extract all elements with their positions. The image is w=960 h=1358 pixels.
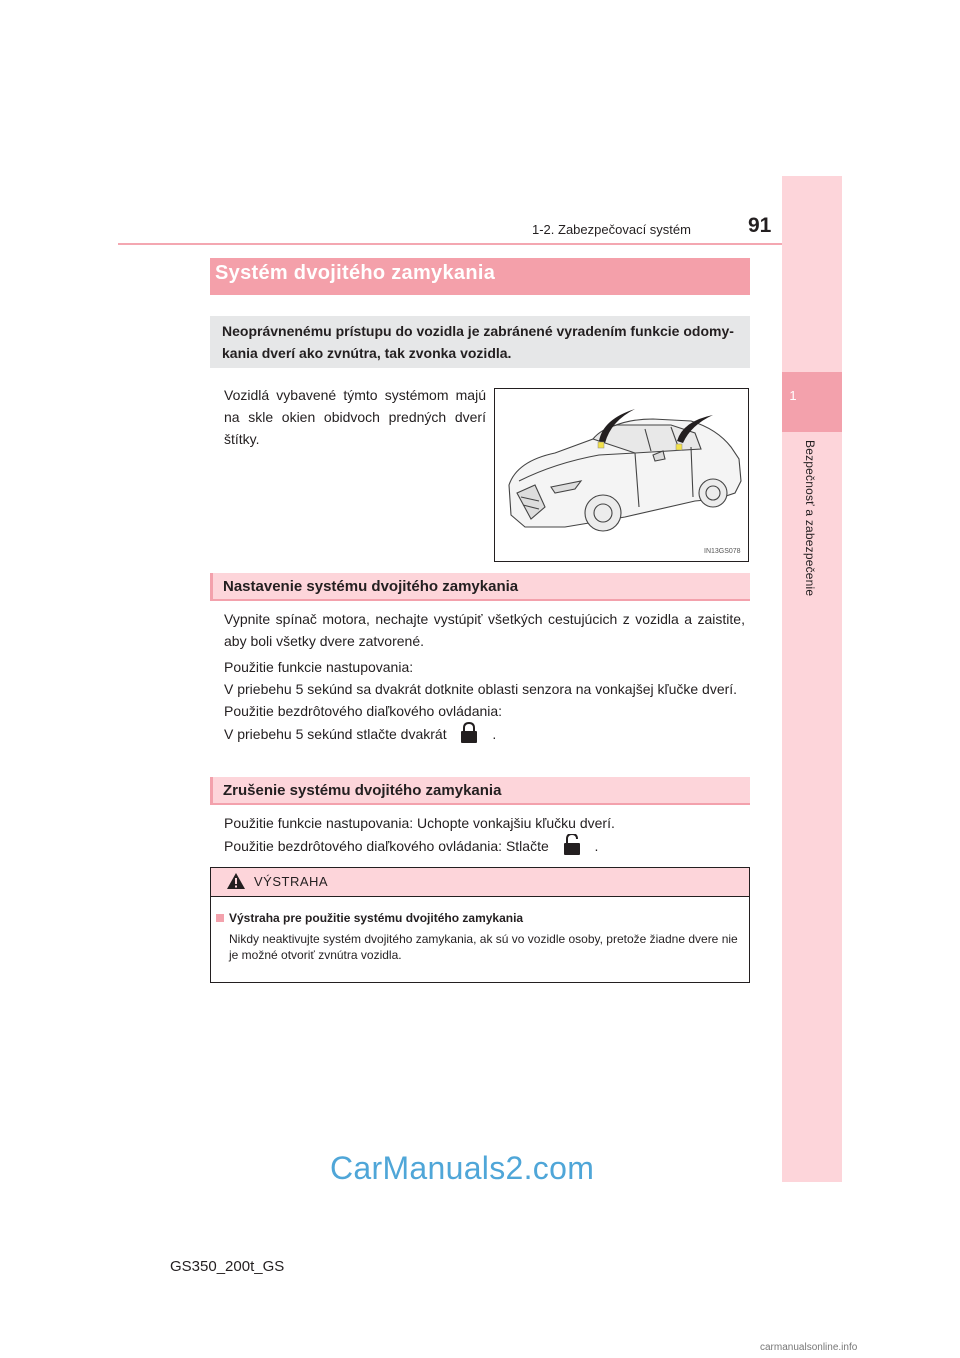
chapter-title: 1-2. Zabezpečovací systém	[532, 222, 691, 237]
unlock-icon	[553, 834, 591, 856]
cancel-steps	[224, 812, 745, 857]
subheading-set: Nastavenie systému dvojitého zamykania	[223, 578, 519, 595]
cancel-step-remote: Použitie bezdrôtového diaľkového ovládania: Stlačte .	[224, 834, 745, 857]
cancel-step-entry: Použitie funkcie nastupovania: Uchopte vonkajšiu kľučku dverí.	[224, 815, 615, 831]
page-title: Systém dvojitého zamykania	[215, 262, 496, 284]
set-step-remote-body: V priebehu 5 sekúnd stlačte dvakrát .	[224, 722, 745, 745]
watermark-carmanuals2: CarManuals2.com	[330, 1150, 595, 1186]
side-tab-strip	[782, 176, 842, 1182]
warning-label: VÝSTRAHA	[254, 874, 329, 889]
model-code: GS350_200t_GS	[170, 1258, 285, 1275]
bullet-square-icon	[216, 914, 224, 922]
watermark-carmanualsonline: carmanualsonline.info	[760, 1342, 858, 1353]
lock-icon	[450, 722, 488, 744]
set-instruction: Vypnite spínač motora, nechajte vystúpiť všetkých cestujúcich z vozidla a zaistite, aby boli všetky dvere zatvorené.	[224, 611, 745, 649]
paragraph-stickers: Vozidlá vybavené týmto systémom majú na skle okien obidvoch predných dverí štítky.	[224, 387, 486, 447]
page-number: 91	[748, 214, 772, 237]
side-tab-label: Bezpečnosť a zabezpečenie	[803, 440, 817, 597]
set-step-remote-title: Použitie bezdrôtového diaľkového ovládania:	[224, 703, 503, 719]
figure-code: IN13GS078	[704, 548, 741, 555]
car-illustration	[494, 388, 749, 562]
car-with-window-stickers-illustration	[495, 389, 748, 561]
warning-item-body: Nikdy neaktivujte systém dvojitého zamykania, ak sú vo vozidle osoby, pretože žiadne dvere nie je možné otvoriť zvnútra vozidla.	[229, 932, 738, 962]
header-divider	[118, 243, 840, 245]
side-tab-number: 1	[789, 388, 797, 403]
subheading-cancel: Zrušenie systému dvojitého zamykania	[223, 782, 502, 799]
warning-triangle-icon	[226, 872, 246, 895]
intro-text: Neoprávnenému prístupu do vozidla je zabránené vyradením funkcie odomy-kania dverí ako zvnútra, tak zvonka vozidla.	[222, 323, 734, 361]
set-steps	[224, 656, 745, 745]
warning-item-title: Výstraha pre použitie systému dvojitého zamykania	[216, 911, 523, 925]
set-step-entry-body: V priebehu 5 sekúnd sa dvakrát dotknite oblasti senzora na vonkajšej kľučke dverí.	[224, 681, 738, 697]
set-step-entry-title: Použitie funkcie nastupovania:	[224, 659, 414, 675]
